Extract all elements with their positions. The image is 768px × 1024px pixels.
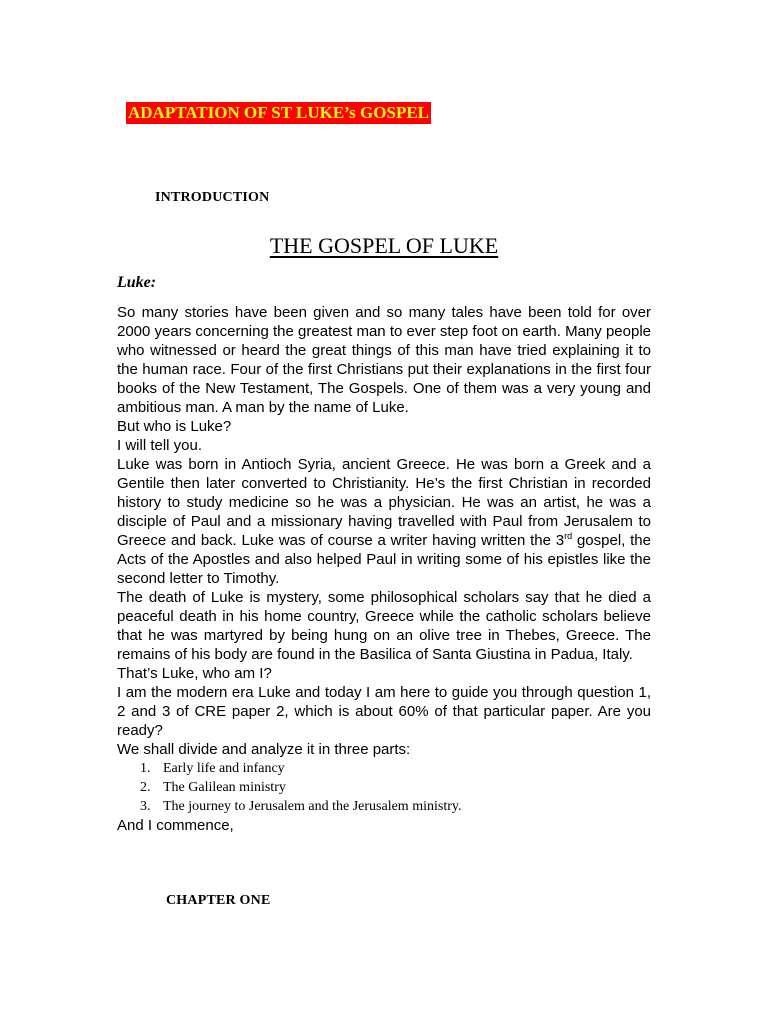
list-item [117,759,651,778]
paragraph-death: The death of Luke is mystery, some philosophical scholars say that he died a peaceful death in his home country, Greece while the catholic scholars believe that he was martyred by being hung on an olive tree in Thebes, Greece. The remains of his body are found in the Basilica of Santa Giustina in Padua, Italy. [117,589,651,663]
body-text [117,303,651,835]
list-item-text: Early life and infancy [163,761,285,776]
introduction-heading: INTRODUCTION [155,190,270,205]
paragraph-who-am-i: That’s Luke, who am I? [117,665,272,682]
list-item [117,797,651,816]
list-item-text: The journey to Jerusalem and the Jerusalem ministry. [163,799,462,814]
paragraph-answer: I will tell you. [117,437,203,454]
paragraph-modern-luke: I am the modern era Luke and today I am here to guide you through question 1, 2 and 3 of CRE paper 2, which is about 60% of that particular paper. Are you ready? [117,684,651,739]
paragraph-biography [117,455,651,588]
document-banner: ADAPTATION OF ST LUKE’s GOSPEL [128,103,430,122]
list-item-number: 2. [140,780,151,795]
ordinal-superscript: rd [564,531,573,541]
paragraph-divide: We shall divide and analyze it in three parts: [117,741,411,758]
biography-text-b: gospel, the Acts of the Apostles and also helped Paul in writing some of his epistles like the second letter to Timothy. [117,532,651,587]
gospel-title: THE GOSPEL OF LUKE [269,233,499,258]
parts-list [117,759,651,816]
paragraph-question: But who is Luke? [117,418,232,435]
speaker-label: Luke: [117,274,157,291]
list-item [117,778,651,797]
list-item-text: The Galilean ministry [163,780,286,795]
biography-text-a: Luke was born in Antioch Syria, ancient Greece. He was born a Greek and a Gentile then later converted to Christianity. He’s the first Christian in recorded history to study medicine so he was a physician. He was an artist, he was a disciple of Paul and a missionary having travelled with Paul from Jerusalem to Greece and back. Luke was of course a writer having written the 3 [117,456,651,549]
paragraph-intro: So many stories have been given and so many tales have been told for over 2000 years concerning the greatest man to ever step foot on earth. Many people who witnessed or heard the great things of this man have tried explaining it to the human race. Four of the first Christians put their explanations in the first four books of the New Testament, The Gospels. One of them was a very young and ambitious man. A man by the name of Luke. [117,304,651,416]
paragraph-closing: And I commence, [117,817,234,834]
list-item-number: 1. [140,761,151,776]
chapter-heading: CHAPTER ONE [166,893,271,908]
list-item-number: 3. [140,799,151,814]
